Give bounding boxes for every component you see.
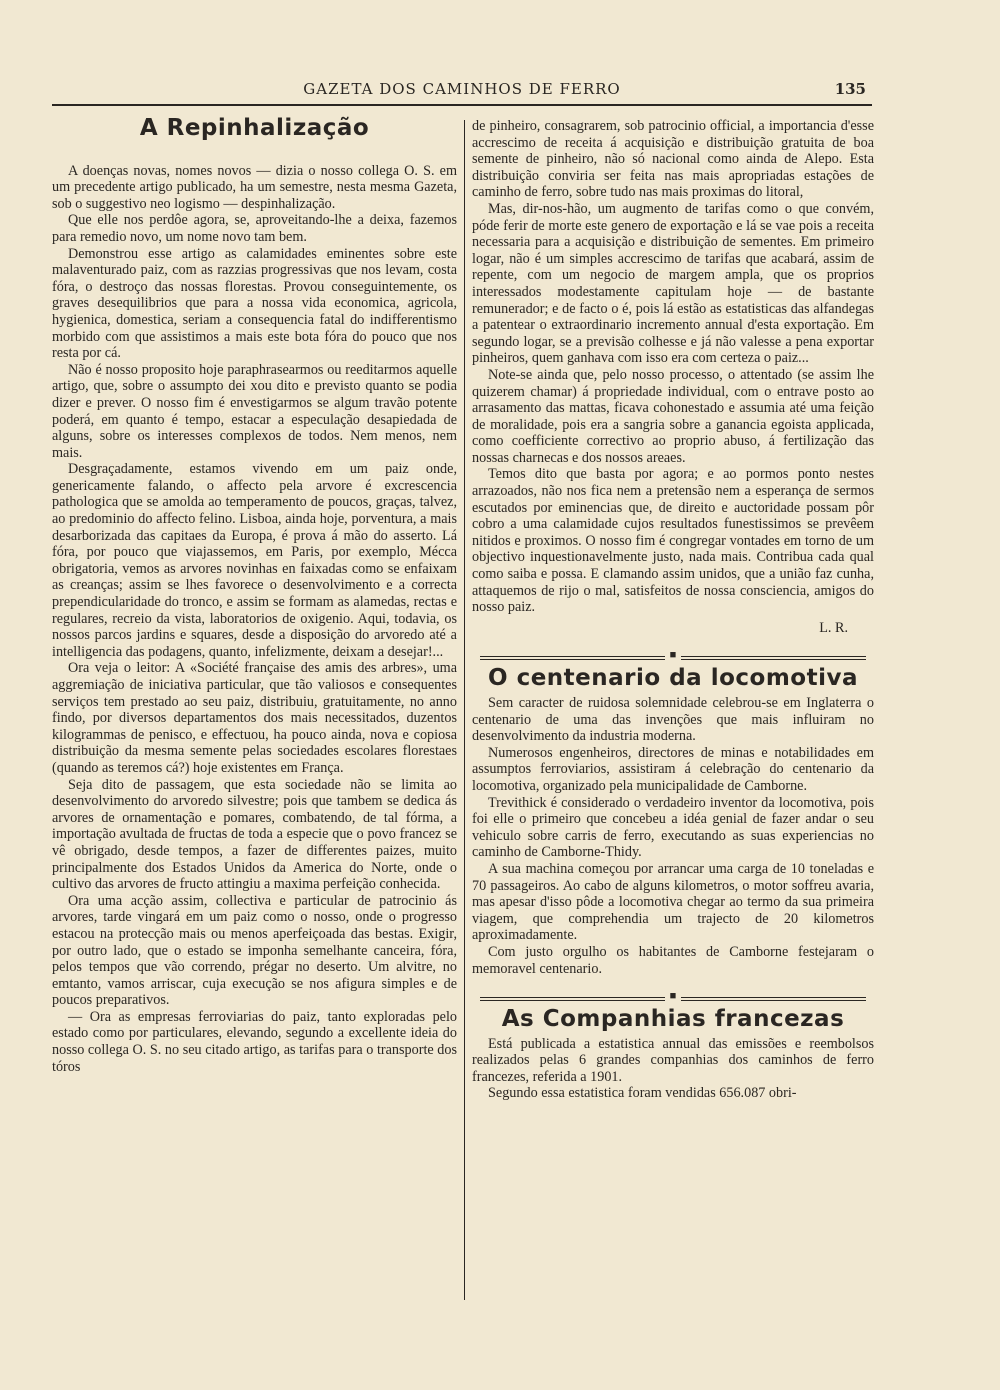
paragraph: — Ora as empresas ferroviarias do paiz, tanto exploradas pelo estado como por particulares, elevando, segundo a excellente ideia do nosso collega O. S. no seu citado artigo, as tarifas para o transporte dos tóros bbox=[52, 1008, 457, 1075]
paragraph: de pinheiro, consagrarem, sob patrocinio official, a importancia d'esse accrescimo de receita á acquisição e distribuição gratuita de boa semente de pinheiro, não só nacional como ainda de Alepo. Esta distribuição conviria ser feita nas mais apropriadas estações de caminho de ferro, sobre tudo nas mais proximas do litoral, bbox=[472, 118, 874, 201]
locomotive-icon: ■ bbox=[665, 991, 681, 1001]
publication-title: GAZETA DOS CAMINHOS DE FERRO bbox=[303, 80, 621, 98]
paragraph: Trevithick é considerado o verdadeiro inventor da locomotiva, pois foi elle o primeiro que concebeu a idéa genial de fazer andar o seu vehiculo sobre carris de ferro, executando as suas experiencias no caminho de Camborne-Thidy. bbox=[472, 794, 874, 861]
paragraph: Numerosos engenheiros, directores de minas e notabilidades em assumptos ferroviarios, assistiram á celebração do centenario da locomotiva, organizado pela municipalidade de Camborne. bbox=[472, 744, 874, 794]
paragraph: Com justo orgulho os habitantes de Camborne festejaram o memoravel centenario. bbox=[472, 943, 874, 977]
paragraph: A sua machina começou por arrancar uma carga de 10 toneladas e 70 passageiros. Ao cabo de alguns kilometros, o motor soffreu avaria, mas apesar d'isso pôde a locomotiva chegar ao termo da sua primeira viagem, que comprehendia um trajecto de 20 kilometros aproximadamente. bbox=[472, 860, 874, 944]
paragraph: Ora veja o leitor: A «Société française des amis des arbres», uma aggremiação de iniciativa particular, que tão valiosos e consequentes serviços tem prestado ao seu paiz, distribuiu, gratuitamente, no anno findo, por diversos departamentos dos mais necessitados, duzentos kilogrammas de penisco, e effectuou, ha pouco ainda, nova e copiosa distribuição da mesma semente pelas sociedades escolares florestaes (quando as teremos cá?) hoje existentes em França. bbox=[52, 660, 457, 776]
left-column bbox=[52, 115, 457, 1075]
paragraph: Que elle nos perdôe agora, se, aproveitando-lhe a deixa, fazemos para remedio novo, um nome novo tam bem. bbox=[52, 212, 457, 245]
signature: L. R. bbox=[819, 619, 848, 636]
locomotive-icon: ■ bbox=[665, 650, 681, 660]
paragraph: Segundo essa estatistica foram vendidas 656.087 obri- bbox=[488, 1085, 797, 1102]
paragraph: Não é nosso proposito hoje paraphrasearmos ou reeditarmos aquelle artigo, que, sobre o assumpto dei xou dito e previsto quanto se podia dizer e prever. O nosso fim é envestigarmos se algum travão potente poderá, em quanto é tempo, estacar a especulação desapiedada de alguns, sobre os interesses complexos de todos. Nem menos, nem mais. bbox=[52, 361, 457, 461]
paragraph: Está publicada a estatistica annual das emissões e reembolsos realizados pelas 6 grandes companhias dos caminhos de ferro francezes, referida a 1901. bbox=[472, 1035, 874, 1085]
paragraph: Sem caracter de ruidosa solemnidade celebrou-se em Inglaterra o centenario de uma das invenções que mais influiram no desenvolvimento da industria moderna. bbox=[472, 695, 874, 745]
article-title-companhias: As Companhias francezas bbox=[501, 1006, 845, 1033]
article-title-repinhalizacao: A Repinhalização bbox=[139, 115, 370, 141]
page-header bbox=[52, 80, 872, 102]
paragraph: Demonstrou esse artigo as calamidades eminentes sobre este malaventurado paiz, com as razzias progressivas que nos levam, costa fóra, o destroço das nossas florestas. Provou conseguintemente, os graves desequilibrios que para a nossa vida economica, agricola, hygienica, domestica, seriam a consequencia fatal do indifferentismo morbido com que assistimos a mais este bota fóra do pouco que nos resta por cá. bbox=[52, 245, 457, 362]
column-divider bbox=[464, 120, 465, 1300]
paragraph: A doenças novas, nomes novos — dizia o nosso collega O. S. em um precedente artigo publicado, ha um semestre, nesta mesma Gazeta, sob o suggestivo neo logismo — despinhalização. bbox=[52, 162, 457, 212]
section-divider bbox=[472, 991, 874, 1005]
paragraph: Ora uma acção assim, collectiva e particular de patrocinio ás arvores, tarde vingará em um paiz como o nosso, onde o progresso estacou na protecção mais ou menos aperfeiçoada das bestas. Exigir, por outro lado, que o estado se imponha semelhante canceira, fóra, pelos tempos que vão correndo, prégar no deserto. Um alvitre, no emtanto, vamos arriscar, cuja execução se nos afigura simples e de poucos preparativos. bbox=[52, 892, 457, 1009]
paragraph: Mas, dir-nos-hão, um augmento de tarifas como o que convém, póde ferir de morte este genero de exportação e lá se vae pois a receita necessaria para a acquisição e distribuição de sementes. Em primeiro logar, não é um simples accrescimo de tarifas que acabará, assim de repente, com um negocio de margem ampla, que os proprios interessados modestamente capitulam hoje — de bastante remunerador; e de facto o é, pois lá estão as estatisticas das alfandegas a patentear o extraordinario incremento annual d'esta exportação. Em segundo logar, se a previsão colhesse e já não valesse a pena exportar pinheiros, quem ganhava com isso era com certeza o paiz... bbox=[472, 200, 874, 367]
paragraph: Note-se ainda que, pelo nosso processo, o attentado (se assim lhe quizerem chamar) á propriedade individual, com o entrave posto ao arrasamento das mattas, ficava cohonestado e assumia até uma feição de moralidade, pois era a sangria sobre a ganancia egoista applicada, como coefficiente correctivo ao proprio abuso, á fertilização das nossas charnecas e dos nossos areaes. bbox=[472, 366, 874, 466]
paragraph: Desgraçadamente, estamos vivendo em um paiz onde, genericamente falando, o affecto pela arvore é excrescencia pathologica que se amolda ao temperamento de poucos, graças, talvez, ao predominio do affecto felino. Lisboa, ainda hoje, porventura, a mais desarborizada das capitaes da Europa, é prova á mão do asserto. Lá fóra, por pouco que viajassemos, em Paris, por exemplo, Mécca obrigatoria, vemos as arvores novinhas en faixadas como se enfaixam as creanças; assim se lhes favorece o desenvolvimento e a correcta prependicularidade do tronco, e assim se formam as alamedas, rectas e regulares, recreio da vista, laboratorios de oxigenio. Aqui, todavia, os nossos parcos jardins e squares, desde a disposição do arvoredo até a intelligencia das podagens, quanto, infelizmente, deixam a desejar!... bbox=[52, 461, 457, 660]
section-divider bbox=[472, 650, 874, 664]
page-number: 135 bbox=[834, 80, 866, 98]
paragraph: Temos dito que basta por agora; e ao pormos ponto nestes arrazoados, não nos fica nem a pretensão nem a esperança de sermos escutados por eminencias que, de direito e auctoridade possam pôr cobro a uma calamidade cujos resultados funestissimos se prevêem nitidos e proximos. O nosso fim é congregar vontades em torno de um objectivo inquestionavelmente justo, nada mais. Contribua cada qual como saiba e possa. E clamando assim unidos, que a união faz cunha, attaquemos de rijo o mal, satisfeitos de nossa consciencia, amigos do nosso paiz. bbox=[472, 466, 874, 616]
header-rule bbox=[52, 104, 872, 106]
paragraph: Seja dito de passagem, que esta sociedade não se limita ao desenvolvimento do arvoredo silvestre; pois que tambem se dedica ás arvores de ornamentação e pomares, combatendo, de tal fórma, a importação avultada de fructas de toda a especie que o povo francez se vê obrigado, desde tempos, a fazer de differentes paizes, muito principalmente dos Estados Unidos da America do Norte, onde o cultivo das arvores de fructo attingiu a maxima perfeição conhecida. bbox=[52, 776, 457, 893]
right-column bbox=[472, 118, 874, 1102]
article-title-centenario: O centenario da locomotiva bbox=[488, 665, 858, 692]
